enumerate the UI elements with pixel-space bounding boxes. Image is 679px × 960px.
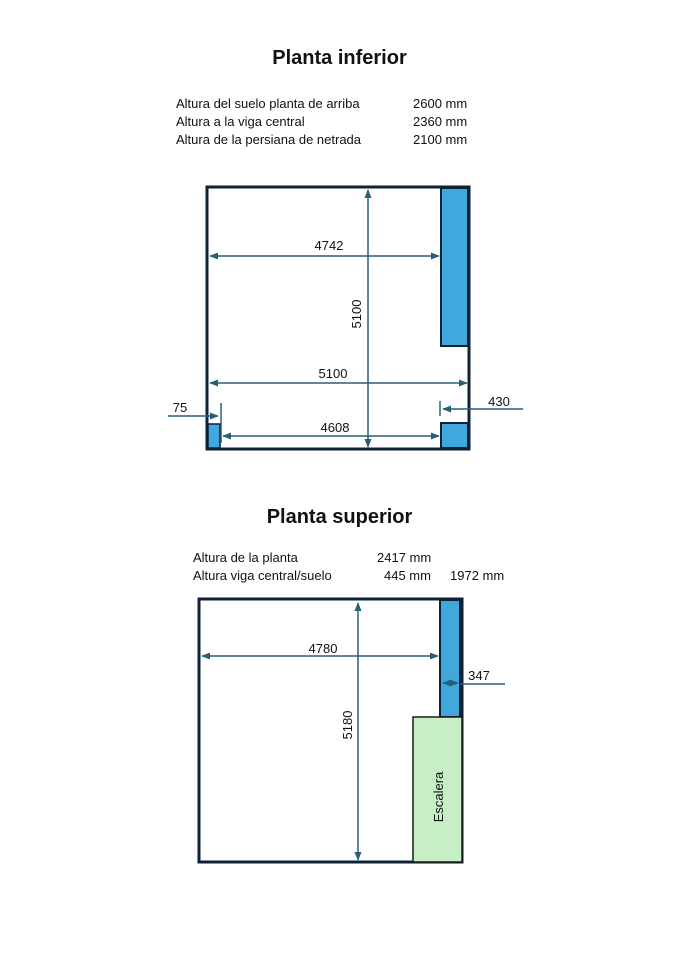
lower-floor-outline — [207, 187, 469, 449]
lower-right-block-label: 430 — [488, 394, 510, 409]
lower-spec-value-3: 2100 mm — [413, 132, 468, 147]
lower-spec-label-3: Altura de la persiana de netrada — [176, 132, 362, 147]
lower-floor-plan — [168, 187, 523, 449]
lower-width-label: 5100 — [318, 366, 348, 381]
lower-right-wall-block — [441, 188, 468, 346]
upper-spec-value-2: 445 mm — [384, 568, 431, 583]
lower-floor-title: Planta inferior — [272, 47, 407, 69]
upper-right-column — [440, 600, 460, 717]
upper-width-label: 4780 — [308, 641, 338, 656]
upper-spec-value-1: 2417 mm — [377, 550, 432, 565]
upper-height-label: 5180 — [340, 710, 355, 740]
lower-height-label: 5100 — [349, 299, 364, 329]
lower-bottom-gap-label: 4608 — [320, 420, 350, 435]
upper-floor-title: Planta superior — [266, 506, 413, 528]
lower-spec-value-1: 2600 mm — [413, 96, 468, 111]
upper-spec-label-1: Altura de la planta — [193, 550, 298, 565]
upper-column-label: 347 — [468, 668, 490, 683]
lower-inner-width-label: 4742 — [314, 238, 344, 253]
lower-right-column — [441, 423, 468, 448]
lower-spec-label-1: Altura del suelo planta de arriba — [176, 96, 360, 111]
upper-spec-label-2: Altura viga central/suelo — [193, 568, 332, 583]
lower-spec-value-2: 2360 mm — [413, 114, 468, 129]
stair-label: Escalera — [431, 771, 446, 823]
lower-spec-label-2: Altura a la viga central — [176, 114, 305, 129]
lower-left-column — [208, 424, 220, 448]
upper-floor-plan — [199, 599, 505, 862]
lower-left-small-label: 75 — [172, 400, 188, 415]
upper-spec-extra-2: 1972 mm — [450, 568, 505, 583]
